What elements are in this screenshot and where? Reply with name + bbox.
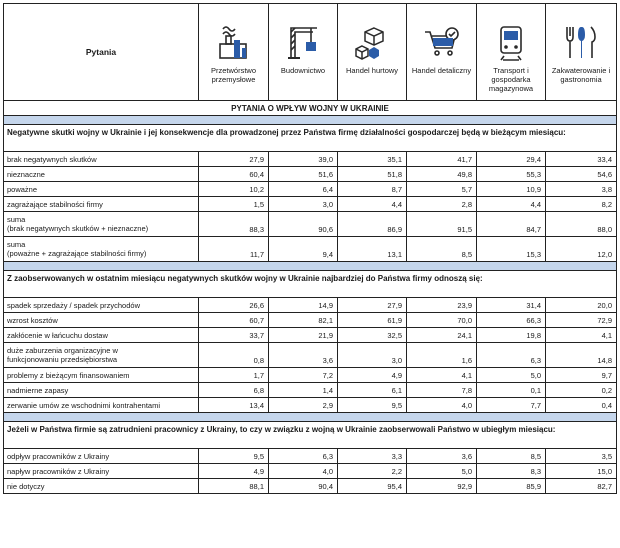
- value-cell: 10,9: [477, 182, 546, 197]
- value-cell: 85,9: [477, 479, 546, 494]
- row-label-text: nieznaczne: [7, 169, 45, 179]
- value-cell: 1,6: [407, 343, 477, 368]
- section-separator: [4, 116, 617, 125]
- row-label: [4, 368, 199, 383]
- value-cell: 49,8: [407, 167, 477, 182]
- value-cell: 15,0: [546, 464, 617, 479]
- value-cell: 24,1: [407, 328, 477, 343]
- value-cell: 4,4: [477, 197, 546, 212]
- value-cell: 90,6: [269, 212, 338, 237]
- value-cell: 61,9: [338, 313, 407, 328]
- table-row: [4, 167, 617, 182]
- table-row: [4, 343, 617, 368]
- value-cell: 8,2: [546, 197, 617, 212]
- row-label-text: odpływ pracowników z Ukrainy: [7, 451, 110, 461]
- value-cell: 70,0: [407, 313, 477, 328]
- value-cell: 5,7: [407, 182, 477, 197]
- header-sector-wholesale: [338, 4, 407, 101]
- value-cell: 51,6: [269, 167, 338, 182]
- value-cell: 41,7: [407, 152, 477, 167]
- row-label-text: napływ pracowników z Ukrainy: [7, 466, 110, 476]
- row-label: [4, 479, 199, 494]
- row-label: [4, 152, 199, 167]
- row-label-text: problemy z bieżącym finansowaniem: [7, 370, 130, 380]
- value-cell: 92,9: [407, 479, 477, 494]
- value-cell: 9,5: [199, 449, 269, 464]
- value-cell: 3,6: [269, 343, 338, 368]
- row-label: [4, 237, 199, 262]
- table-row: [4, 398, 617, 413]
- sector-label: Przetwórstwo przemysłowe: [210, 66, 256, 84]
- row-label-text: zagrażające stabilności firmy: [7, 199, 103, 209]
- value-cell: 2,9: [269, 398, 338, 413]
- header-pytania: Pytania: [4, 4, 199, 101]
- factory-icon: [214, 22, 254, 62]
- value-cell: 7,2: [269, 368, 338, 383]
- value-cell: 0,1: [477, 383, 546, 398]
- table-row: [4, 182, 617, 197]
- header-sector-manufacturing: [199, 4, 269, 101]
- value-cell: 9,7: [546, 368, 617, 383]
- value-cell: 3,6: [407, 449, 477, 464]
- value-cell: 5,0: [477, 368, 546, 383]
- row-label: [4, 464, 199, 479]
- sector-label: Zakwaterowanie i gastronomia: [551, 66, 611, 84]
- value-cell: 8,7: [338, 182, 407, 197]
- row-label-text: poważne: [7, 184, 38, 194]
- section-separator: [4, 413, 617, 422]
- value-cell: 88,0: [546, 212, 617, 237]
- shopping-cart-icon: [422, 22, 462, 62]
- value-cell: 31,4: [477, 298, 546, 313]
- value-cell: 29,4: [477, 152, 546, 167]
- value-cell: 86,9: [338, 212, 407, 237]
- value-cell: 7,8: [407, 383, 477, 398]
- crane-icon: [283, 22, 323, 62]
- row-label-text: zakłócenie w łańcuchu dostaw: [7, 330, 108, 340]
- value-cell: 82,7: [546, 479, 617, 494]
- row-label: [4, 212, 199, 237]
- table-row: [4, 298, 617, 313]
- sector-label: Handel hurtowy: [345, 66, 399, 75]
- value-cell: 23,9: [407, 298, 477, 313]
- value-cell: 15,3: [477, 237, 546, 262]
- question-text: Negatywne skutki wojny w Ukrainie i jej konsekwencje dla prowadzonej przez Państwa firmę działalności gospodarczej będą w bieżącym miesiącu:: [4, 125, 617, 152]
- row-label-text: wzrost kosztów: [7, 315, 58, 325]
- sector-label: Budownictwo: [280, 66, 326, 75]
- value-cell: 90,4: [269, 479, 338, 494]
- value-cell: 3,0: [269, 197, 338, 212]
- value-cell: 91,5: [407, 212, 477, 237]
- table-row: [4, 328, 617, 343]
- value-cell: 4,9: [199, 464, 269, 479]
- row-label-text: nie dotyczy: [7, 481, 45, 491]
- value-cell: 88,3: [199, 212, 269, 237]
- row-label: [4, 383, 199, 398]
- row-label-text: suma: [7, 215, 26, 224]
- row-label: [4, 343, 199, 368]
- value-cell: 3,5: [546, 449, 617, 464]
- value-cell: 60,4: [199, 167, 269, 182]
- value-cell: 26,6: [199, 298, 269, 313]
- value-cell: 2,2: [338, 464, 407, 479]
- survey-table-page: [3, 3, 616, 494]
- row-label-subtext: funkcjonowaniu przedsiębiorstwa: [7, 355, 118, 364]
- row-label: [4, 449, 199, 464]
- table-row: [4, 479, 617, 494]
- row-label-subtext: (brak negatywnych skutków + nieznaczne): [7, 224, 149, 233]
- value-cell: 4,0: [407, 398, 477, 413]
- value-cell: 6,8: [199, 383, 269, 398]
- sector-label: Handel detaliczny: [411, 66, 472, 75]
- header-sector-transport: [477, 4, 546, 101]
- value-cell: 4,1: [546, 328, 617, 343]
- value-cell: 4,1: [407, 368, 477, 383]
- value-cell: 0,2: [546, 383, 617, 398]
- header-sector-hospitality: [546, 4, 617, 101]
- value-cell: 35,1: [338, 152, 407, 167]
- header-sector-construction: [269, 4, 338, 101]
- value-cell: 10,2: [199, 182, 269, 197]
- section-title: PYTANIA O WPŁYW WOJNY W UKRAINIE: [4, 101, 617, 116]
- table-row: [4, 464, 617, 479]
- row-label-text: brak negatywnych skutków: [7, 154, 97, 164]
- value-cell: 1,5: [199, 197, 269, 212]
- value-cell: 3,3: [338, 449, 407, 464]
- value-cell: 12,0: [546, 237, 617, 262]
- value-cell: 84,7: [477, 212, 546, 237]
- value-cell: 72,9: [546, 313, 617, 328]
- value-cell: 2,8: [407, 197, 477, 212]
- row-label: [4, 197, 199, 212]
- value-cell: 9,5: [338, 398, 407, 413]
- value-cell: 54,6: [546, 167, 617, 182]
- value-cell: 32,5: [338, 328, 407, 343]
- value-cell: 6,3: [269, 449, 338, 464]
- sector-label: Transport i gospodarka magazynowa: [488, 66, 534, 93]
- value-cell: 4,0: [269, 464, 338, 479]
- value-cell: 27,9: [338, 298, 407, 313]
- value-cell: 39,0: [269, 152, 338, 167]
- value-cell: 13,4: [199, 398, 269, 413]
- survey-table: [3, 3, 617, 494]
- header-sector-retail: [407, 4, 477, 101]
- table-row: [4, 313, 617, 328]
- table-row: [4, 212, 617, 237]
- table-row: [4, 197, 617, 212]
- value-cell: 51,8: [338, 167, 407, 182]
- value-cell: 55,3: [477, 167, 546, 182]
- row-label-text: nadmierne zapasy: [7, 385, 69, 395]
- row-label-subtext: (poważne + zagrażające stabilności firmy): [7, 249, 147, 258]
- row-label: [4, 398, 199, 413]
- value-cell: 9,4: [269, 237, 338, 262]
- value-cell: 66,3: [477, 313, 546, 328]
- table-row: [4, 383, 617, 398]
- value-cell: 88,1: [199, 479, 269, 494]
- value-cell: 6,3: [477, 343, 546, 368]
- value-cell: 7,7: [477, 398, 546, 413]
- value-cell: 60,7: [199, 313, 269, 328]
- value-cell: 21,9: [269, 328, 338, 343]
- table-row: [4, 449, 617, 464]
- value-cell: 4,4: [338, 197, 407, 212]
- value-cell: 14,8: [546, 343, 617, 368]
- value-cell: 27,9: [199, 152, 269, 167]
- value-cell: 1,7: [199, 368, 269, 383]
- value-cell: 82,1: [269, 313, 338, 328]
- cutlery-icon: [561, 22, 601, 62]
- value-cell: 95,4: [338, 479, 407, 494]
- value-cell: 11,7: [199, 237, 269, 262]
- section-separator: [4, 262, 617, 271]
- value-cell: 6,4: [269, 182, 338, 197]
- value-cell: 1,4: [269, 383, 338, 398]
- table-row: [4, 152, 617, 167]
- value-cell: 14,9: [269, 298, 338, 313]
- value-cell: 6,1: [338, 383, 407, 398]
- question-text: Jeżeli w Państwa firmie są zatrudnieni pracownicy z Ukrainy, to czy w związku z wojną w Ukrainie zaobserwowali Państwo w ubiegłym miesiącu:: [4, 422, 617, 449]
- value-cell: 0,8: [199, 343, 269, 368]
- train-icon: [491, 22, 531, 62]
- row-label-text: spadek sprzedaży / spadek przychodów: [7, 300, 140, 310]
- value-cell: 8,5: [407, 237, 477, 262]
- value-cell: 8,5: [477, 449, 546, 464]
- value-cell: 8,3: [477, 464, 546, 479]
- value-cell: 20,0: [546, 298, 617, 313]
- row-label-text: suma: [7, 240, 26, 249]
- question-text: Z zaobserwowanych w ostatnim miesiącu negatywnych skutków wojny w Ukrainie najbardziej do Państwa firmy odnoszą się:: [4, 271, 617, 298]
- value-cell: 13,1: [338, 237, 407, 262]
- table-row: [4, 237, 617, 262]
- row-label: [4, 182, 199, 197]
- value-cell: 19,8: [477, 328, 546, 343]
- value-cell: 5,0: [407, 464, 477, 479]
- row-label-text: zerwanie umów ze wschodnimi kontrahentami: [7, 400, 160, 410]
- row-label: [4, 167, 199, 182]
- value-cell: 3,8: [546, 182, 617, 197]
- row-label: [4, 328, 199, 343]
- table-row: [4, 368, 617, 383]
- value-cell: 0,4: [546, 398, 617, 413]
- row-label-text: duże zaburzenia organizacyjne w: [7, 346, 118, 355]
- row-label: [4, 313, 199, 328]
- value-cell: 33,7: [199, 328, 269, 343]
- value-cell: 4,9: [338, 368, 407, 383]
- boxes-icon: [352, 22, 392, 62]
- value-cell: 33,4: [546, 152, 617, 167]
- value-cell: 3,0: [338, 343, 407, 368]
- row-label: [4, 298, 199, 313]
